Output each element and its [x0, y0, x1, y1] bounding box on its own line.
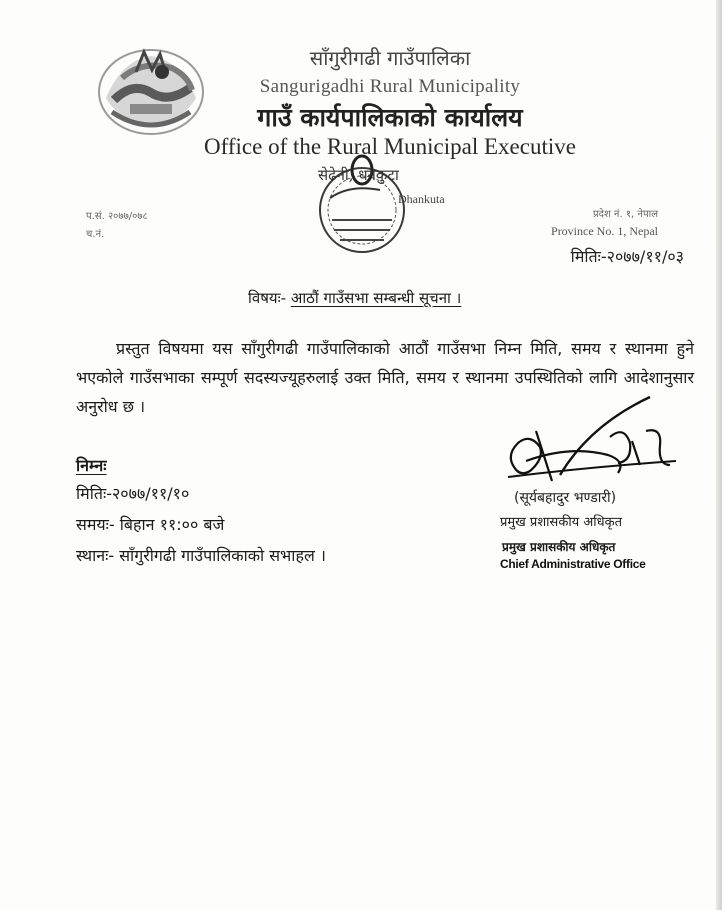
office-name-english: Office of the Rural Municipal Executive	[204, 134, 576, 159]
body-text: प्रस्तुत विषयमा यस साँगुरीगढी गाउँपालिकाको आठौं गाउँसभा निम्न मिति, समय र स्थानमा हुने भएकोले गाउँसभाका सम्पूर्ण सदस्यज्यूहरुलाई उक्त मिति, समय र स्थानमा उपस्थितिको लागि आदेशानुसार अनुरोध छ ।	[76, 339, 694, 416]
signature-icon	[500, 385, 700, 497]
office-location-english: Dhankuta	[398, 192, 445, 206]
province-english: Province No. 1, Nepal	[551, 224, 658, 238]
meeting-date: मितिः-२०७७/११/१०	[76, 484, 190, 503]
municipality-name-english: Sangurigadhi Rural Municipality	[259, 76, 521, 97]
signatory-name: (सूर्यबहादुर भण्डारी)	[514, 490, 617, 506]
details-heading: निम्नः	[76, 456, 107, 475]
municipality-name-devanagari: साँगुरीगढी गाउँपालिका	[309, 46, 471, 70]
meeting-venue: स्थानः- साँगुरीगढी गाउँपालिकाको सभाहल ।	[76, 546, 326, 565]
subject-label: विषयः-	[248, 289, 287, 307]
signatory-title: प्रमुख प्रशासकीय अधिकृत	[500, 515, 623, 530]
meeting-time: समयः- बिहान ११:०० बजे	[76, 515, 225, 534]
signatory-stamp-devanagari: प्रमुख प्रशासकीय अधिकृत	[502, 540, 616, 554]
subject-line	[248, 288, 461, 308]
dispatch-number: च.नं.	[86, 229, 105, 240]
office-name-devanagari: गाउँ कार्यपालिकाको कार्यालय	[257, 103, 523, 132]
letter-date: मितिः-२०७७/११/०३	[570, 247, 684, 266]
page-edge-shadow	[716, 0, 722, 910]
office-location-devanagari: सेढेनी, धनकुटा	[318, 166, 399, 184]
province-devanagari: प्रदेश नं. १, नेपाल	[592, 209, 658, 220]
subject-text: आठौं गाउँसभा सम्बन्धी सूचना ।	[290, 289, 462, 307]
letter-number: प.सं. २०७७/०७८	[86, 211, 148, 222]
signatory-stamp-english: Chief Administrative Office	[500, 557, 646, 571]
